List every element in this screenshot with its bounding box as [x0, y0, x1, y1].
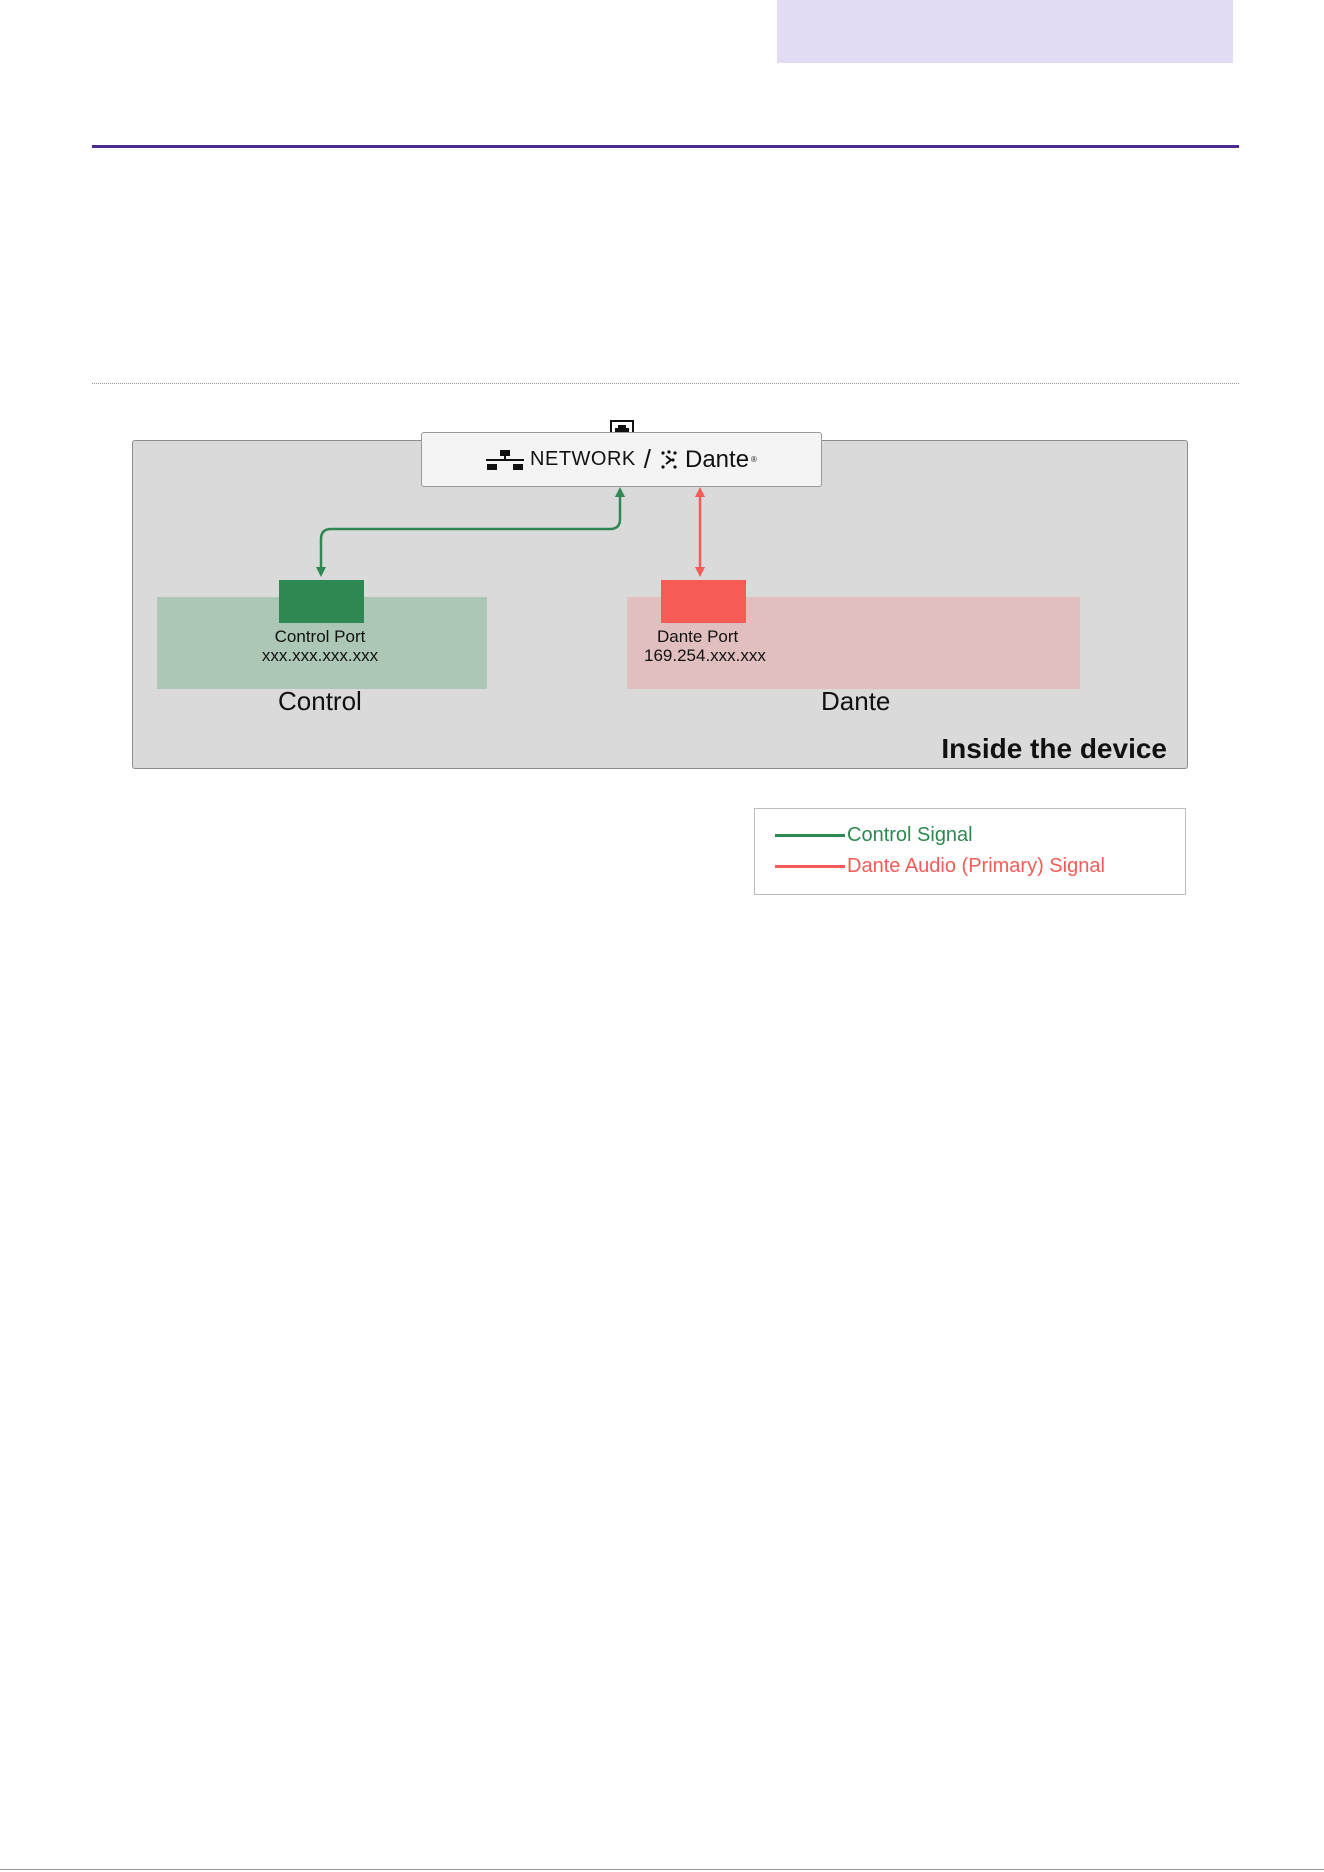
control-port-caption	[230, 627, 410, 665]
dotted-divider	[92, 383, 1239, 384]
dante-port-block	[661, 580, 746, 623]
dante-brand-text: Dante	[685, 445, 750, 473]
legend	[754, 808, 1186, 895]
network-icon	[486, 449, 524, 471]
dante-logo-icon	[659, 450, 679, 470]
dante-port-address: 169.254.xxx.xxx	[644, 646, 766, 665]
legend-item-dante	[775, 855, 1105, 878]
network-label: NETWORK	[530, 448, 636, 470]
separator-slash: /	[643, 444, 651, 474]
device-label: Inside the device	[941, 733, 1167, 764]
dante-port-caption	[628, 627, 788, 665]
legend-label-control: Control Signal	[847, 824, 973, 846]
header-tab-block	[777, 0, 1233, 63]
registered-mark: ®	[751, 455, 757, 464]
legend-label-dante: Dante Audio (Primary) Signal	[847, 855, 1105, 877]
control-zone-label: Control	[278, 686, 362, 716]
control-port-block	[279, 580, 364, 623]
legend-swatch-control	[775, 834, 845, 837]
dante-zone-label: Dante	[821, 686, 891, 716]
control-port-name: Control Port	[274, 627, 366, 646]
footer-divider	[0, 1869, 1324, 1870]
section-divider	[92, 145, 1239, 148]
network-dante-connector	[421, 432, 822, 487]
legend-swatch-dante	[775, 865, 845, 868]
control-port-address: xxx.xxx.xxx.xxx	[261, 646, 379, 665]
legend-item-control	[775, 824, 973, 847]
dante-port-name: Dante Port	[657, 627, 739, 646]
